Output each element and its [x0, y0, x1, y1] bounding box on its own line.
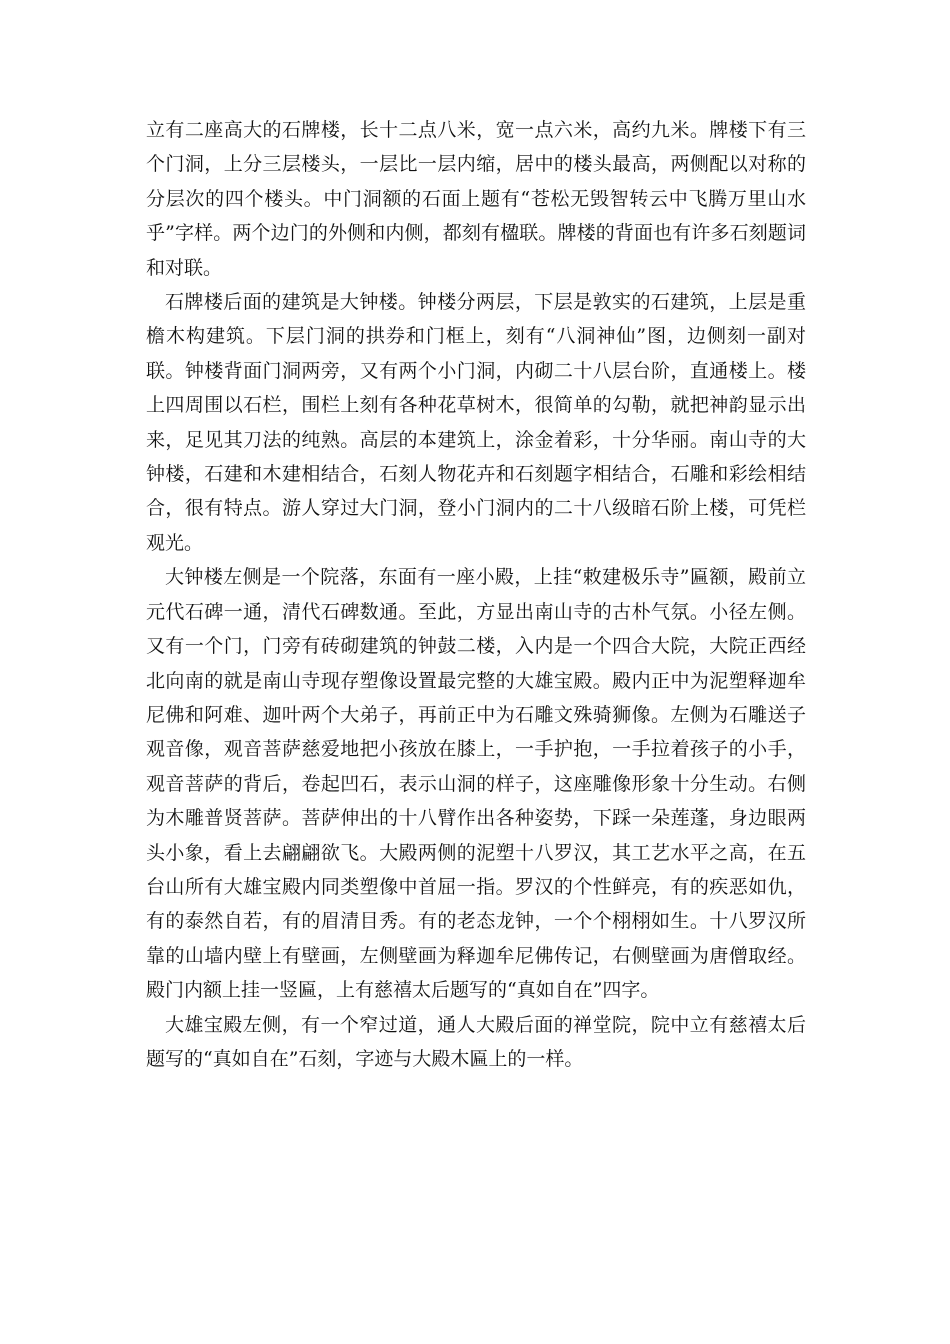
paragraph-meditation-courtyard: 大雄宝殿左侧，有一个窄过道，通人大殿后面的禅堂院，院中立有慈禧太后题写的“真如自在”石刻，字迹与大殿木匾上的一样。	[146, 1013, 806, 1070]
body-text	[146, 113, 806, 1076]
paragraph-main-hall: 大钟楼左侧是一个院落，东面有一座小殿，上挂“敕建极乐寺”匾额，殿前立元代石碑一通，清代石碑数通。至此，方显出南山寺的古朴气氛。小径左侧。又有一个门，门旁有砖砌建筑的钟鼓二楼，入内是一个四合大院，大院正西经北向南的就是南山寺现存塑像设置最完整的大雄宝殿。殿内正中为泥塑释迦牟尼佛和阿难、迦叶两个大弟子，再前正中为石雕文殊骑狮像。左侧为石雕送子观音像，观音菩萨慈爱地把小孩放在膝上，一手护抱，一手拉着孩子的小手，观音菩萨的背后，卷起凹石，表示山洞的样子，这座雕像形象十分生动。右侧为木雕普贤菩萨。菩萨伸出的十八臂作出各种姿势，下踩一朵莲蓬，身边眼两头小象，看上去翩翩欲飞。大殿两侧的泥塑十八罗汉，其工艺水平之高，在五台山所有大雄宝殿内同类塑像中首屈一指。罗汉的个性鲜亮，有的疾恶如仇，有的泰然自若，有的眉清目秀。有的老态龙钟，一个个栩栩如生。十八罗汉所靠的山墙内壁上有壁画，左侧壁画为释迦牟尼佛传记，右侧壁画为唐僧取经。殿门内额上挂一竖匾，上有慈禧太后题写的“真如自在”四字。	[146, 566, 806, 1002]
paragraph-bell-tower: 石牌楼后面的建筑是大钟楼。钟楼分两层，下层是敦实的石建筑，上层是重檐木构建筑。下层门洞的拱券和门框上，刻有“八洞神仙”图，边侧刻一副对联。钟楼背面门洞两旁，又有两个小门洞，内砌二十八层台阶，直通楼上。楼上四周围以石栏，围栏上刻有各种花草树木，很简单的勾勒，就把神韵显示出来，足见其刀法的纯熟。高层的本建筑上，涂金着彩，十分华丽。南山寺的大钟楼，石建和木建相结合，石刻人物花卉和石刻题字相结合，石雕和彩绘相结合，很有特点。游人穿过大门洞，登小门洞内的二十八级暗石阶上楼，可凭栏观光。	[146, 291, 806, 554]
paragraph-stone-archway: 立有二座高大的石牌楼，长十二点八米，宽一点六米，高约九米。牌楼下有三个门洞，上分三层楼头，一层比一层内缩，居中的楼头最高，两侧配以对称的分层次的四个楼头。中门洞额的石面上题有“苍松无毁智转云中飞腾万里山水乎”字样。两个边门的外侧和内侧，都刻有楹联。牌楼的背面也有许多石刻题词和对联。	[146, 119, 806, 279]
